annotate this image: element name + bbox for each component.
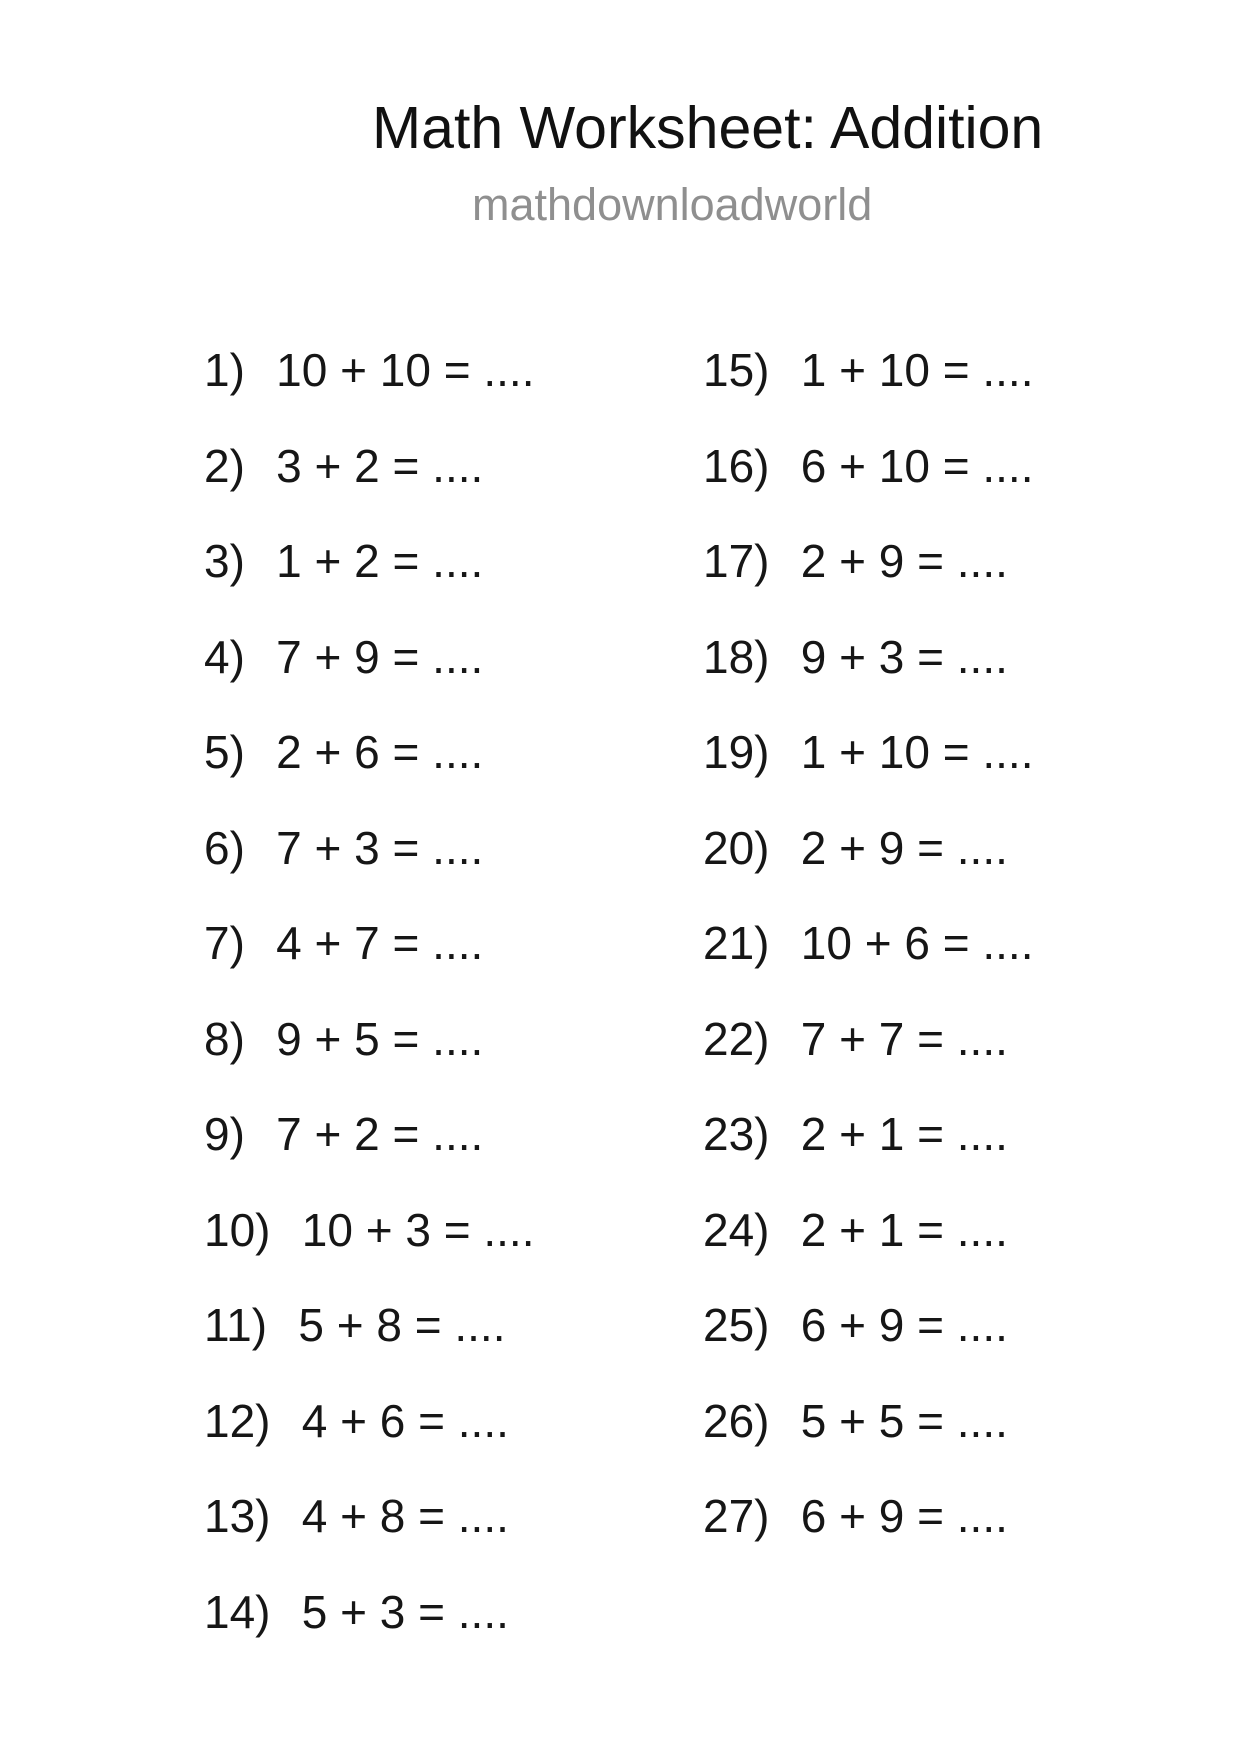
problem-expression: 6 + 9 = .... (800, 1299, 1008, 1351)
problem-number: 11) (204, 1299, 268, 1351)
problem-expression: 6 + 10 = .... (800, 439, 1034, 492)
problem-item (204, 821, 534, 921)
problem-number: 3) (204, 535, 245, 587)
problem-expression: 4 + 6 = .... (301, 1394, 509, 1447)
problem-number: 18) (703, 630, 770, 683)
problem-number: 15) (703, 344, 770, 396)
problem-item (703, 439, 1034, 539)
problem-number: 5) (204, 726, 245, 778)
problem-number: 20) (703, 821, 770, 874)
problem-expression: 7 + 7 = .... (800, 1012, 1008, 1065)
problem-item (204, 1012, 534, 1112)
problem-number: 13) (204, 1490, 271, 1542)
problem-number: 26) (703, 1394, 770, 1447)
problem-item (204, 1299, 534, 1398)
problem-item (703, 1490, 1033, 1589)
problems-column-right (703, 344, 1034, 1589)
problem-item (204, 344, 535, 443)
problem-item (204, 630, 534, 730)
problem-number: 4) (204, 630, 245, 683)
problem-expression: 5 + 8 = .... (298, 1299, 506, 1351)
problem-expression: 9 + 5 = .... (276, 1012, 484, 1065)
problem-number: 2) (204, 439, 245, 492)
problem-item (703, 917, 1034, 1016)
problem-item (204, 1585, 534, 1685)
problem-item (204, 1490, 534, 1589)
problem-item (703, 726, 1034, 825)
problem-number: 17) (703, 535, 770, 587)
problem-item (703, 1203, 1033, 1303)
problem-number: 7) (204, 917, 245, 969)
problem-expression: 7 + 2 = .... (276, 1108, 484, 1160)
problem-item (204, 1394, 534, 1494)
problem-number: 12) (204, 1394, 271, 1447)
problem-item (204, 726, 534, 825)
problem-number: 6) (204, 821, 245, 874)
problem-expression: 5 + 5 = .... (800, 1394, 1008, 1447)
problem-expression: 2 + 9 = .... (800, 535, 1008, 587)
problem-number: 14) (204, 1585, 271, 1638)
problem-expression: 10 + 3 = .... (301, 1203, 535, 1256)
problem-expression: 2 + 9 = .... (800, 821, 1008, 874)
problem-expression: 3 + 2 = .... (276, 439, 484, 492)
problem-item (703, 1299, 1033, 1398)
problem-expression: 1 + 2 = .... (276, 535, 484, 587)
problem-number: 16) (703, 439, 770, 492)
problem-expression: 10 + 6 = .... (800, 917, 1034, 969)
problem-number: 23) (703, 1108, 770, 1160)
problem-item (204, 1203, 535, 1303)
problem-expression: 5 + 3 = .... (301, 1585, 509, 1638)
problem-number: 8) (204, 1012, 245, 1065)
problem-item (204, 535, 534, 634)
problem-expression: 7 + 9 = .... (276, 630, 484, 683)
problems-column-left (204, 344, 535, 1684)
problem-expression: 2 + 1 = .... (800, 1108, 1008, 1160)
problem-number: 9) (204, 1108, 245, 1160)
problem-item (204, 439, 534, 539)
problem-item (204, 1108, 534, 1207)
problem-expression: 4 + 8 = .... (301, 1490, 509, 1542)
problem-expression: 10 + 10 = .... (276, 344, 535, 396)
problem-number: 21) (703, 917, 770, 969)
problem-number: 19) (703, 726, 770, 778)
problem-expression: 1 + 10 = .... (800, 726, 1034, 778)
problem-expression: 6 + 9 = .... (800, 1490, 1008, 1542)
problem-expression: 1 + 10 = .... (800, 344, 1034, 396)
problem-expression: 9 + 3 = .... (800, 630, 1008, 683)
problem-expression: 2 + 6 = .... (276, 726, 484, 778)
page-subtitle: mathdownloadworld (472, 179, 873, 230)
problem-number: 25) (703, 1299, 770, 1351)
problem-expression: 4 + 7 = .... (276, 917, 484, 969)
problem-number: 22) (703, 1012, 770, 1065)
problem-item (703, 1394, 1033, 1494)
problem-item (204, 917, 534, 1016)
problem-expression: 2 + 1 = .... (800, 1203, 1008, 1256)
problem-item (703, 535, 1033, 634)
problem-item (703, 630, 1033, 730)
problem-item (703, 821, 1033, 921)
problem-number: 24) (703, 1203, 770, 1256)
problem-number: 27) (703, 1490, 770, 1542)
page-title: Math Worksheet: Addition (372, 95, 1044, 161)
problem-item (703, 1108, 1033, 1207)
problem-expression: 7 + 3 = .... (276, 821, 484, 874)
problem-number: 10) (204, 1203, 271, 1256)
problem-number: 1) (204, 344, 245, 396)
problem-item (703, 1012, 1033, 1112)
problem-item (703, 344, 1034, 443)
